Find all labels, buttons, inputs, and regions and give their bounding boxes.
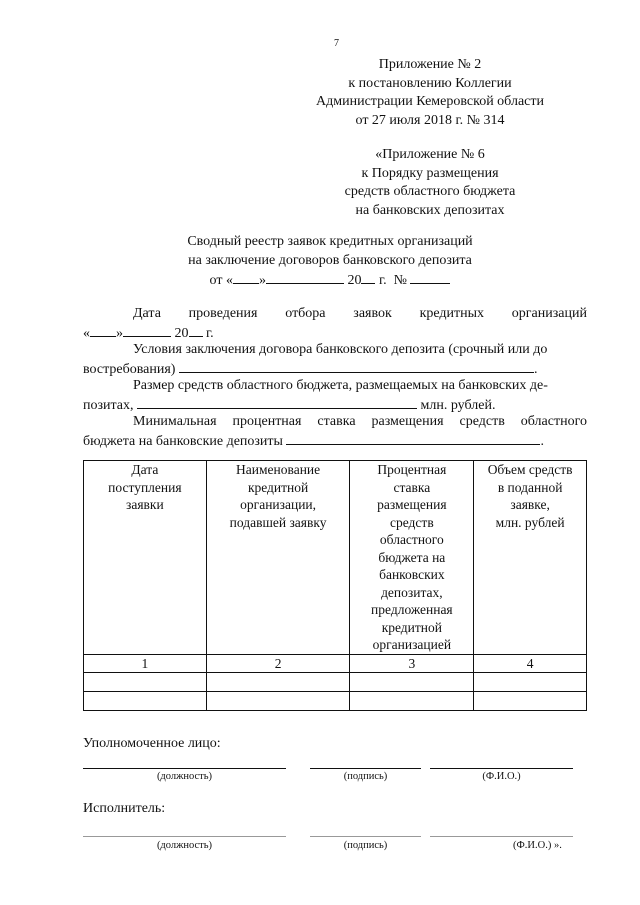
year-blank [361,270,375,284]
position-line[interactable] [83,768,286,769]
appendix-6-line: к Порядку размещения [361,165,499,181]
appendix-6-line: на банковских депозитах [355,202,505,218]
table-cell[interactable] [206,691,350,710]
header-line: поступления [108,479,182,495]
word: размещения [371,414,444,429]
word: процентная [232,414,302,429]
word: средств [459,414,505,429]
column-number: 3 [350,654,474,672]
word: заявок [353,306,392,321]
column-number: 2 [206,654,350,672]
date-close-quote: » [116,326,123,341]
header-line: в поданной [497,479,563,495]
p2-text: востребования) [83,362,176,377]
p3-text: позитах, [83,398,134,413]
paragraph-1-line-2 [83,323,214,343]
header-line: депозитах, [381,584,443,600]
title-date-mid: » [258,273,266,288]
table-cell[interactable] [474,691,587,710]
day-blank [233,270,259,284]
signature-caption: (подпись) [343,771,388,782]
table-cell[interactable] [474,672,587,691]
word: проведения [188,306,258,321]
title-date-line [150,270,510,291]
word: областного [520,414,587,429]
word: кредитных [419,306,485,321]
header-cell-organization [206,461,350,655]
signature-line[interactable] [310,768,421,769]
header-line: ставка [393,479,431,495]
paragraph-3-line-2 [83,395,495,415]
header-line: млн. рублей [495,514,565,530]
year-blank [189,323,203,337]
number-blank [410,270,450,284]
amount-blank [137,395,417,409]
header-line: банковских [379,567,445,582]
month-blank [266,270,344,284]
date-open-quote: « [83,326,90,341]
header-line: кредитной [381,619,443,635]
title-year: 20 [347,273,362,288]
paragraph-1-line-1 [133,305,587,323]
header-line: Наименование [236,462,321,477]
name-line[interactable] [430,836,573,837]
title-number-sign: № [393,273,407,288]
header-line: бюджета на [378,549,446,565]
appendix-6-line: средств областного бюджета [344,184,516,199]
appendix-6-line: «Приложение № 6 [375,147,485,162]
title-date-prefix: от « [209,273,233,288]
appendix-header [300,56,560,130]
table-cell[interactable] [84,672,207,691]
appendix-6-header [300,146,560,220]
signature-caption: (подпись) [343,840,388,851]
paragraph-4-line-2 [83,431,544,451]
header-line: предложенная [371,602,453,617]
page-number: 7 [334,38,339,49]
header-line: подавшей заявку [229,514,327,530]
register-table [83,460,587,711]
name-line[interactable] [430,768,573,769]
header-line: средств [390,514,434,530]
appendix-header-line: от 27 июля 2018 г. № 314 [355,112,505,128]
appendix-header-line: к постановлению Коллегии [348,75,512,91]
header-cell-date [84,461,207,655]
word: ставка [317,414,356,429]
executor-label: Исполнитель: [83,801,166,816]
header-cell-amount [474,461,587,655]
header-line: кредитной [247,479,309,495]
header-line: размещения [377,497,447,512]
position-line[interactable] [83,836,286,837]
year: 20 [174,326,189,341]
p3-end: млн. рублей. [420,398,496,413]
position-caption: (должность) [156,840,213,851]
word: Минимальная [133,414,217,429]
table-cell[interactable] [84,691,207,710]
header-line: Процентная [377,462,447,477]
p4-end: . [540,434,544,449]
paragraph-3-line-1: Размер средств областного бюджета, размещаемых на банковских де- [133,378,548,393]
word: организаций [511,306,587,321]
authorized-person-label: Уполномоченное лицо: [83,736,221,751]
appendix-header-line: Приложение № 2 [378,57,482,72]
word: отбора [285,306,326,321]
header-line: Объем средств [487,462,573,477]
title-line: Сводный реестр заявок кредитных организаций [187,234,473,249]
name-caption: (Ф.И.О.) [482,771,521,782]
p4-text: бюджета на банковские депозиты [83,434,283,449]
header-cell-rate [350,461,474,655]
title-line: на заключение договоров банковского депозита [188,252,472,268]
table-cell[interactable] [350,691,474,710]
p2-end: . [533,362,538,377]
column-number: 4 [474,654,587,672]
table-cell[interactable] [350,672,474,691]
appendix-header-line: Администрации Кемеровской области [316,94,544,109]
paragraph-2-line-2 [83,359,537,379]
column-number: 1 [84,654,207,672]
rate-blank [286,431,540,445]
table-number-row [84,654,587,672]
header-line: организации, [240,497,317,512]
word: Дата [133,306,161,321]
header-line: организацией [372,637,452,652]
table-row [84,691,587,710]
table-header-row [84,461,587,655]
document-title [150,233,510,291]
month-blank [123,323,171,337]
signature-line[interactable] [310,836,421,837]
conditions-blank [179,359,534,373]
title-year-suffix: г. [378,273,387,288]
position-caption: (должность) [156,771,213,782]
day-blank [90,323,116,337]
header-line: Дата [131,462,159,477]
table-cell[interactable] [206,672,350,691]
header-line: областного [379,532,444,547]
name-caption-end: (Ф.И.О.) ». [513,840,562,851]
year-suffix: г. [206,326,214,341]
table-row [84,672,587,691]
paragraph-2-line-1: Условия заключения договора банковского депозита (срочный или до [133,342,548,357]
paragraph-4-line-1 [133,413,587,431]
header-line: заявке, [510,497,550,512]
header-line: заявки [126,497,164,512]
